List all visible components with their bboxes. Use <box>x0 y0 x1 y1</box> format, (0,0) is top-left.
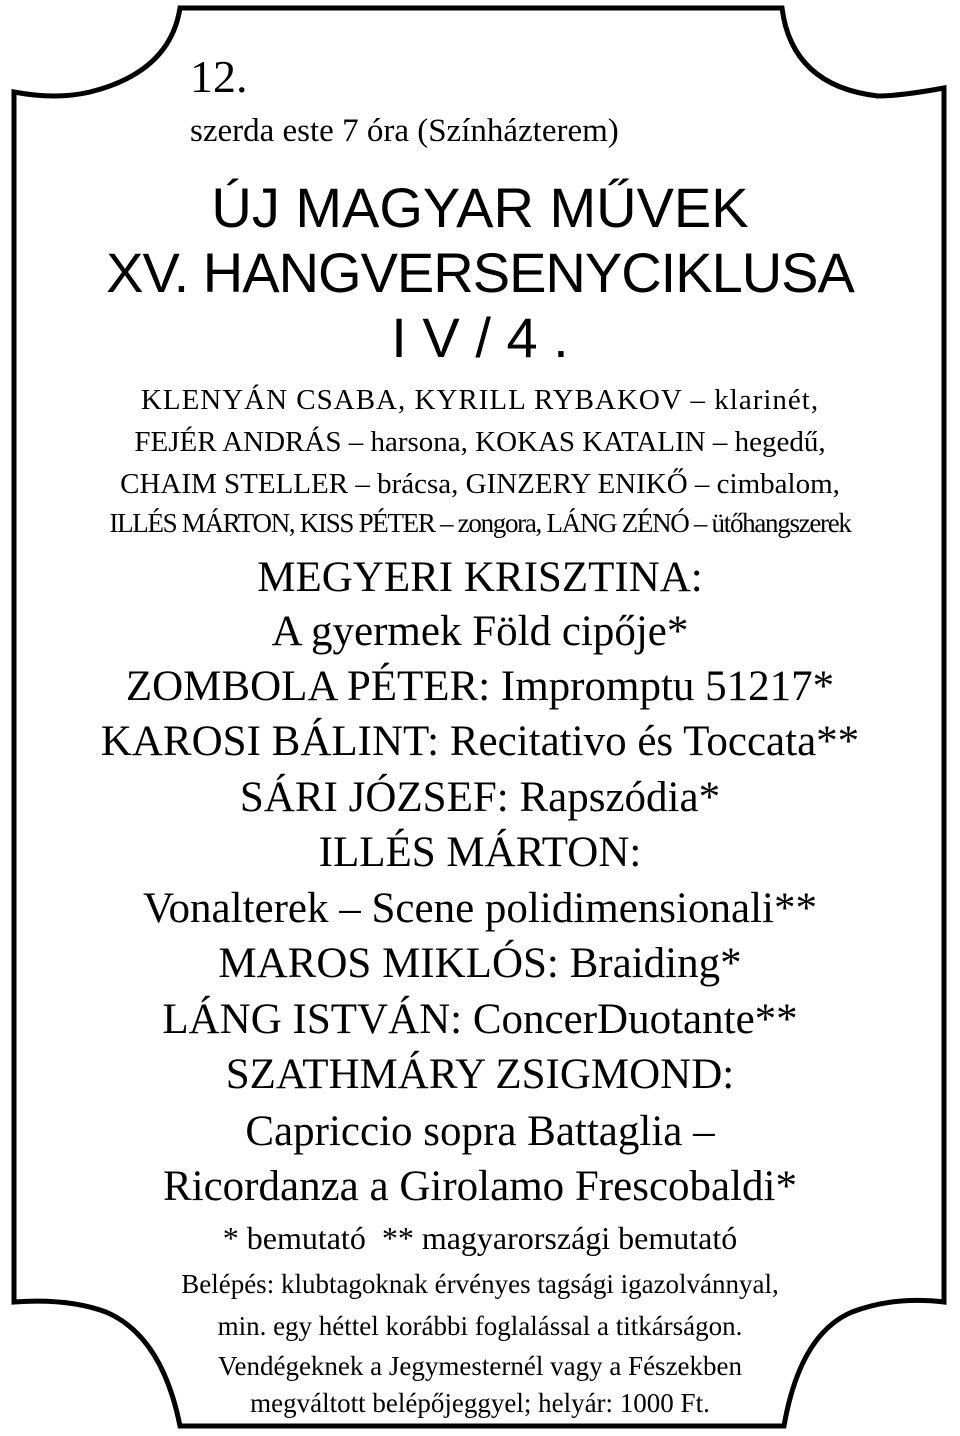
date-time-venue: szerda este 7 óra (Színházterem) <box>190 113 619 149</box>
admission-line4: megváltott belépőjeggyel; helyár: 1000 Ft. <box>250 1388 710 1418</box>
concert-title-line1: ÚJ MAGYAR MŰVEK <box>211 176 749 239</box>
program-item: SZATHMÁRY ZSIGMOND: <box>225 1051 735 1098</box>
performers-line2: FEJÉR ANDRÁS – harsona, KOKAS KATALIN – hegedű, <box>134 426 826 458</box>
program-item: MEGYERI KRISZTINA: <box>257 554 703 601</box>
admission-line1: Belépés: klubtagoknak érvényes tagsági igazolvánnyal, <box>181 1269 779 1299</box>
admission-line3: Vendégeknek a Jegymesternél vagy a Fészekben <box>217 1351 743 1381</box>
concert-title-line3: I V / 4 . <box>391 306 569 369</box>
program-item: SÁRI JÓZSEF: Rapszódia* <box>239 774 721 821</box>
premiere-legend: * bemutató ** magyarországi bemutató <box>222 1220 738 1256</box>
performers-line4: ILLÉS MÁRTON, KISS PÉTER – zongora, LÁNG ZÉNÓ – ütőhangszerek <box>109 508 851 538</box>
program-item: ZOMBOLA PÉTER: Impromptu 51217* <box>125 663 835 710</box>
program-item: Vonalterek – Scene polidimensionali** <box>143 885 817 932</box>
program-item: A gyermek Föld cipője* <box>271 608 689 655</box>
program-item: Capriccio sopra Battaglia – <box>245 1108 715 1155</box>
program-item: Ricordanza a Girolamo Frescobaldi* <box>162 1163 798 1210</box>
program-item: LÁNG ISTVÁN: ConcerDuotante** <box>162 996 798 1043</box>
program-item: ILLÉS MÁRTON: <box>318 829 642 876</box>
performers-line3: CHAIM STELLER – brácsa, GINZERY ENIKŐ – cimbalom, <box>120 468 840 500</box>
admission-line2: min. egy héttel korábbi foglalással a titkárságon. <box>217 1311 743 1341</box>
event-number: 12. <box>190 51 248 102</box>
performers-line1: KLENYÁN CSABA, KYRILL RYBAKOV – klarinét, <box>140 384 820 416</box>
program-item: KAROSI BÁLINT: Recitativo és Toccata** <box>100 718 860 765</box>
concert-title-line2: XV. HANGVERSENYCIKLUSA <box>106 241 854 304</box>
program-item: MAROS MIKLÓS: Braiding* <box>218 940 742 987</box>
